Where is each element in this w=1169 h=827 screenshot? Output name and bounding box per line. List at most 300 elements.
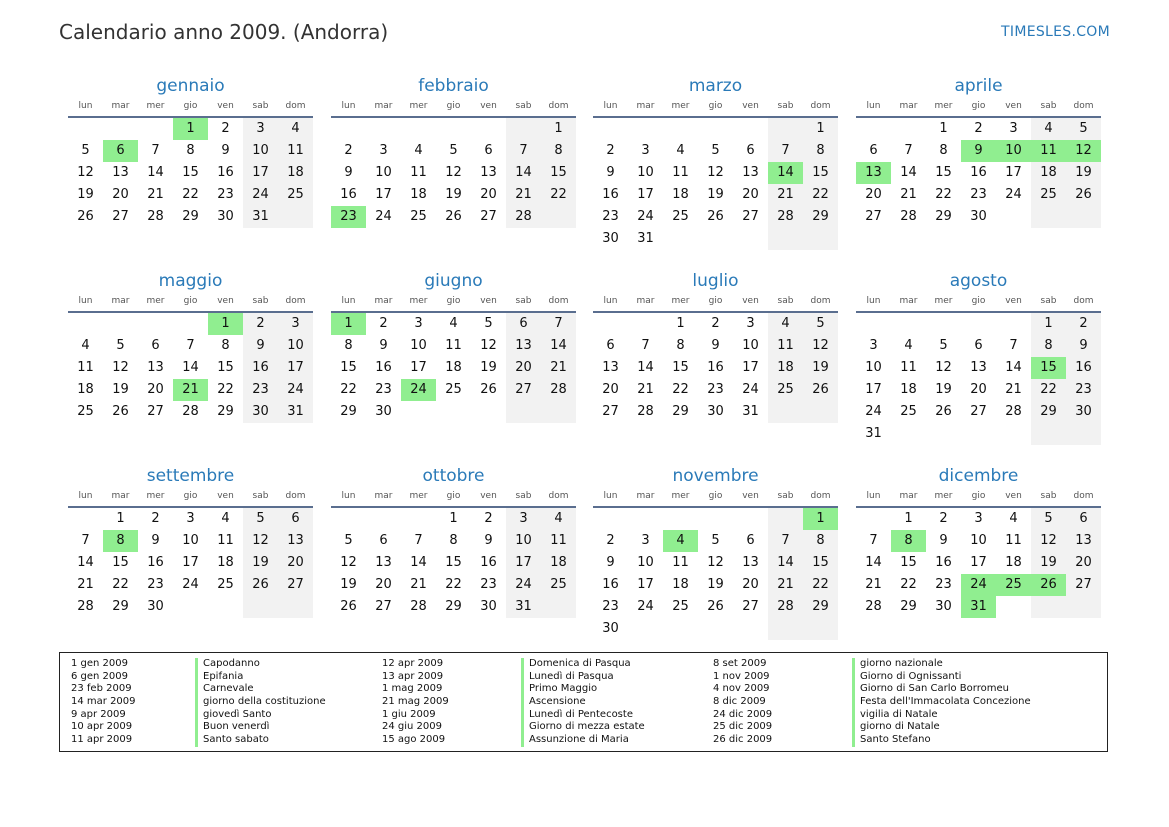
day-cell: 6 bbox=[746, 143, 755, 158]
month-name: luglio bbox=[692, 271, 739, 291]
weekday-label: dom bbox=[548, 101, 569, 111]
month-name: febbraio bbox=[418, 76, 489, 96]
weekday-label: sab bbox=[252, 296, 269, 306]
empty-cell bbox=[698, 118, 733, 140]
empty-cell bbox=[278, 206, 313, 228]
legend-holiday-name: vigilia di Natale bbox=[852, 709, 1031, 722]
empty-cell bbox=[803, 228, 838, 250]
legend-dates-col-1 bbox=[71, 658, 136, 747]
day-cell: 7 bbox=[151, 143, 160, 158]
weekday-label: sab bbox=[515, 296, 532, 306]
day-cell: 2 bbox=[939, 511, 948, 526]
empty-cell bbox=[996, 423, 1031, 445]
day-cell: 4 bbox=[221, 511, 230, 526]
day-cell: 21 bbox=[637, 382, 654, 397]
day-cell: 22 bbox=[182, 187, 199, 202]
day-cell: 17 bbox=[970, 555, 987, 570]
legend-holiday-name: giovedì Santo bbox=[195, 709, 326, 722]
day-cell: 2 bbox=[711, 316, 720, 331]
day-cell: 21 bbox=[506, 184, 541, 206]
legend-date: 1 giu 2009 bbox=[382, 708, 436, 720]
day-cell: 8 bbox=[939, 143, 948, 158]
day-cell: 28 bbox=[768, 596, 803, 618]
day-cell: 30 bbox=[217, 209, 234, 224]
day-cell: 25 bbox=[672, 209, 689, 224]
legend-holiday-name: Assunzione di Maria bbox=[521, 734, 645, 747]
day-cell: 15 bbox=[340, 360, 357, 375]
day-cell: 20 bbox=[742, 187, 759, 202]
day-cell: 16 bbox=[602, 577, 619, 592]
legend-names-col-1 bbox=[195, 658, 326, 747]
day-cell: 12 bbox=[445, 165, 462, 180]
day-cell: 18 bbox=[278, 162, 313, 184]
day-cell: 9 bbox=[151, 533, 160, 548]
legend-holiday-name: Lunedì di Pentecoste bbox=[521, 709, 645, 722]
day-cell: 29 bbox=[182, 209, 199, 224]
weekday-label: ven bbox=[217, 101, 234, 111]
day-cell: 24 bbox=[278, 379, 313, 401]
legend-date: 8 set 2009 bbox=[713, 658, 767, 669]
legend-holiday-name: Giorno di mezza estate bbox=[521, 721, 645, 734]
day-cell: 22 bbox=[541, 184, 576, 206]
legend-names-col-3 bbox=[852, 658, 1031, 747]
weekday-label: lun bbox=[603, 101, 618, 111]
day-cell: 18 bbox=[445, 360, 462, 375]
empty-cell bbox=[891, 118, 926, 140]
day-cell: 1 bbox=[1031, 313, 1066, 335]
day-cell: 9 bbox=[1066, 335, 1101, 357]
day-cell: 26 bbox=[112, 404, 129, 419]
day-cell: 5 bbox=[449, 143, 458, 158]
day-cell: 29 bbox=[900, 599, 917, 614]
weekday-header bbox=[593, 293, 838, 313]
weekday-label: ven bbox=[480, 101, 497, 111]
day-cell: 9 bbox=[221, 143, 230, 158]
day-cell: 22 bbox=[340, 382, 357, 397]
day-cell: 10 bbox=[637, 555, 654, 570]
day-cell: 30 bbox=[147, 599, 164, 614]
empty-cell bbox=[541, 596, 576, 618]
day-cell: 13 bbox=[970, 360, 987, 375]
day-cell: 9 bbox=[344, 165, 353, 180]
day-cell: 30 bbox=[480, 599, 497, 614]
day-cell: 25 bbox=[768, 379, 803, 401]
day-cell: 3 bbox=[974, 511, 983, 526]
day-cell: 18 bbox=[541, 552, 576, 574]
empty-cell bbox=[698, 508, 733, 530]
day-cell: 15 bbox=[445, 555, 462, 570]
day-cell: 21 bbox=[900, 187, 917, 202]
legend-date: 21 mag 2009 bbox=[382, 696, 449, 708]
day-cell: 21 bbox=[865, 577, 882, 592]
weekday-label: sab bbox=[1040, 101, 1057, 111]
weekday-header bbox=[331, 293, 576, 313]
empty-cell bbox=[733, 228, 768, 250]
day-cell: 27 bbox=[602, 404, 619, 419]
day-cell: 8 bbox=[803, 140, 838, 162]
legend-holiday-name: Domenica di Pasqua bbox=[521, 658, 645, 671]
day-cell: 5 bbox=[484, 316, 493, 331]
weekday-label: lun bbox=[341, 101, 356, 111]
weekday-label: sab bbox=[1040, 296, 1057, 306]
day-cell: 14 bbox=[410, 555, 427, 570]
day-cell: 21 bbox=[768, 574, 803, 596]
day-cell: 20 bbox=[480, 187, 497, 202]
day-cell: 15 bbox=[182, 165, 199, 180]
empty-cell bbox=[628, 508, 663, 530]
day-cell: 26 bbox=[445, 209, 462, 224]
legend-holiday-name: Primo Maggio bbox=[521, 683, 645, 696]
day-cell: 18 bbox=[768, 357, 803, 379]
empty-cell bbox=[278, 596, 313, 618]
day-cell: 27 bbox=[1066, 574, 1101, 596]
day-cell: 16 bbox=[707, 360, 724, 375]
weekday-label: dom bbox=[810, 491, 831, 501]
day-cell: 30 bbox=[1066, 401, 1101, 423]
day-cell: 2 bbox=[344, 143, 353, 158]
day-cell: 17 bbox=[637, 577, 654, 592]
weekday-label: mar bbox=[899, 296, 918, 306]
day-cell: 16 bbox=[970, 165, 987, 180]
day-cell: 5 bbox=[1031, 508, 1066, 530]
day-cell: 8 bbox=[676, 338, 685, 353]
weekday-label: ven bbox=[742, 101, 759, 111]
day-grid bbox=[68, 118, 313, 228]
weekday-header bbox=[68, 98, 313, 118]
day-cell: 23 bbox=[480, 577, 497, 592]
weekday-label: mer bbox=[671, 101, 690, 111]
legend-date: 10 apr 2009 bbox=[71, 721, 133, 733]
day-cell: 30 bbox=[970, 209, 987, 224]
empty-cell bbox=[436, 118, 471, 140]
legend-holiday-name: Epifania bbox=[195, 671, 326, 684]
day-cell: 20 bbox=[147, 382, 164, 397]
weekday-label: mar bbox=[111, 491, 130, 501]
day-cell: 18 bbox=[410, 187, 427, 202]
weekday-label: dom bbox=[810, 101, 831, 111]
empty-cell bbox=[996, 206, 1031, 228]
empty-cell bbox=[401, 508, 436, 530]
weekday-label: dom bbox=[1073, 101, 1094, 111]
legend-holiday-name: Giorno di San Carlo Borromeu bbox=[852, 683, 1031, 696]
weekday-label: mar bbox=[111, 101, 130, 111]
day-cell: 3 bbox=[1009, 121, 1018, 136]
empty-cell bbox=[331, 508, 366, 530]
empty-cell bbox=[593, 118, 628, 140]
day-cell: 7 bbox=[1009, 338, 1018, 353]
day-cell: 23 bbox=[217, 187, 234, 202]
holiday-day: 10 bbox=[996, 140, 1031, 162]
weekday-label: dom bbox=[285, 491, 306, 501]
day-cell: 7 bbox=[768, 140, 803, 162]
weekday-label: gio bbox=[708, 491, 723, 501]
empty-cell bbox=[1031, 423, 1066, 445]
weekday-label: mer bbox=[146, 491, 165, 501]
day-cell: 30 bbox=[707, 404, 724, 419]
day-cell: 19 bbox=[445, 187, 462, 202]
day-cell: 30 bbox=[243, 401, 278, 423]
legend-date: 24 giu 2009 bbox=[382, 721, 442, 733]
day-cell: 5 bbox=[803, 313, 838, 335]
day-cell: 30 bbox=[602, 621, 619, 636]
day-cell: 19 bbox=[1066, 162, 1101, 184]
day-cell: 19 bbox=[803, 357, 838, 379]
month-name: marzo bbox=[688, 76, 743, 96]
empty-cell bbox=[208, 596, 243, 618]
day-cell: 1 bbox=[449, 511, 458, 526]
day-cell: 24 bbox=[1005, 187, 1022, 202]
day-cell: 28 bbox=[768, 206, 803, 228]
day-cell: 26 bbox=[243, 574, 278, 596]
weekday-label: dom bbox=[1073, 491, 1094, 501]
day-cell: 9 bbox=[939, 533, 948, 548]
empty-cell bbox=[768, 508, 803, 530]
day-cell: 30 bbox=[935, 599, 952, 614]
day-cell: 22 bbox=[803, 184, 838, 206]
day-cell: 20 bbox=[278, 552, 313, 574]
empty-cell bbox=[768, 228, 803, 250]
day-cell: 27 bbox=[278, 574, 313, 596]
day-cell: 11 bbox=[768, 335, 803, 357]
day-cell: 26 bbox=[803, 379, 838, 401]
day-cell: 22 bbox=[935, 187, 952, 202]
weekday-label: dom bbox=[548, 491, 569, 501]
day-cell: 26 bbox=[1066, 184, 1101, 206]
day-cell: 9 bbox=[379, 338, 388, 353]
day-cell: 13 bbox=[742, 555, 759, 570]
day-cell: 31 bbox=[506, 596, 541, 618]
day-cell: 7 bbox=[186, 338, 195, 353]
empty-cell bbox=[628, 618, 663, 640]
day-cell: 14 bbox=[637, 360, 654, 375]
weekday-label: dom bbox=[285, 296, 306, 306]
month-name: settembre bbox=[146, 466, 235, 486]
weekday-label: lun bbox=[603, 491, 618, 501]
day-cell: 25 bbox=[1031, 184, 1066, 206]
day-cell: 8 bbox=[449, 533, 458, 548]
month-marzo bbox=[593, 75, 838, 250]
day-cell: 12 bbox=[480, 338, 497, 353]
holiday-legend bbox=[59, 652, 1108, 752]
empty-cell bbox=[628, 118, 663, 140]
empty-cell bbox=[698, 618, 733, 640]
legend-date: 6 gen 2009 bbox=[71, 670, 129, 682]
day-cell: 20 bbox=[112, 187, 129, 202]
empty-cell bbox=[698, 228, 733, 250]
day-cell: 14 bbox=[506, 162, 541, 184]
day-cell: 19 bbox=[1031, 552, 1066, 574]
weekday-label: gio bbox=[708, 296, 723, 306]
empty-cell bbox=[803, 618, 838, 640]
day-cell: 1 bbox=[116, 511, 125, 526]
weekday-label: lun bbox=[78, 101, 93, 111]
day-cell: 27 bbox=[375, 599, 392, 614]
day-cell: 27 bbox=[865, 209, 882, 224]
month-name: giugno bbox=[424, 271, 483, 291]
holiday-day: 8 bbox=[891, 530, 926, 552]
weekday-label: ven bbox=[217, 296, 234, 306]
weekday-label: ven bbox=[742, 491, 759, 501]
day-cell: 10 bbox=[375, 165, 392, 180]
day-cell: 10 bbox=[742, 338, 759, 353]
day-cell: 7 bbox=[641, 338, 650, 353]
weekday-label: dom bbox=[285, 101, 306, 111]
day-cell: 19 bbox=[480, 360, 497, 375]
day-cell: 5 bbox=[344, 533, 353, 548]
day-cell: 5 bbox=[711, 533, 720, 548]
empty-cell bbox=[663, 618, 698, 640]
empty-cell bbox=[768, 118, 803, 140]
month-aprile bbox=[856, 75, 1101, 228]
day-grid bbox=[593, 313, 838, 423]
day-cell: 17 bbox=[637, 187, 654, 202]
empty-cell bbox=[733, 118, 768, 140]
day-cell: 6 bbox=[974, 338, 983, 353]
weekday-label: mar bbox=[636, 491, 655, 501]
day-cell: 28 bbox=[637, 404, 654, 419]
day-cell: 11 bbox=[672, 165, 689, 180]
day-cell: 3 bbox=[379, 143, 388, 158]
month-name: dicembre bbox=[938, 466, 1019, 486]
day-cell: 31 bbox=[865, 426, 882, 441]
day-cell: 12 bbox=[1031, 530, 1066, 552]
day-cell: 1 bbox=[541, 118, 576, 140]
day-cell: 3 bbox=[414, 316, 423, 331]
weekday-header bbox=[856, 488, 1101, 508]
day-cell: 15 bbox=[541, 162, 576, 184]
day-cell: 25 bbox=[672, 599, 689, 614]
day-cell: 4 bbox=[278, 118, 313, 140]
day-cell: 28 bbox=[506, 206, 541, 228]
weekday-label: sab bbox=[777, 296, 794, 306]
day-cell: 6 bbox=[506, 313, 541, 335]
month-settembre bbox=[68, 465, 313, 618]
day-cell: 7 bbox=[81, 533, 90, 548]
day-cell: 13 bbox=[602, 360, 619, 375]
day-cell: 25 bbox=[77, 404, 94, 419]
day-cell: 12 bbox=[707, 165, 724, 180]
day-cell: 11 bbox=[278, 140, 313, 162]
day-cell: 5 bbox=[939, 338, 948, 353]
legend-dates-col-2 bbox=[382, 658, 449, 747]
empty-cell bbox=[891, 423, 926, 445]
day-cell: 27 bbox=[970, 404, 987, 419]
day-cell: 21 bbox=[410, 577, 427, 592]
day-cell: 20 bbox=[1066, 552, 1101, 574]
empty-cell bbox=[68, 118, 103, 140]
day-cell: 27 bbox=[480, 209, 497, 224]
empty-cell bbox=[138, 313, 173, 335]
day-cell: 22 bbox=[217, 382, 234, 397]
day-cell: 1 bbox=[904, 511, 913, 526]
day-cell: 14 bbox=[900, 165, 917, 180]
holiday-day: 26 bbox=[1031, 574, 1066, 596]
day-cell: 1 bbox=[803, 118, 838, 140]
day-cell: 5 bbox=[116, 338, 125, 353]
day-cell: 17 bbox=[243, 162, 278, 184]
empty-cell bbox=[996, 313, 1031, 335]
day-cell: 31 bbox=[278, 401, 313, 423]
legend-date: 9 apr 2009 bbox=[71, 708, 126, 720]
day-cell: 4 bbox=[904, 338, 913, 353]
holiday-day: 11 bbox=[1031, 140, 1066, 162]
day-cell: 2 bbox=[1066, 313, 1101, 335]
day-cell: 2 bbox=[243, 313, 278, 335]
day-cell: 21 bbox=[768, 184, 803, 206]
legend-date: 15 ago 2009 bbox=[382, 734, 446, 746]
day-cell: 28 bbox=[541, 379, 576, 401]
day-cell: 22 bbox=[672, 382, 689, 397]
day-cell: 4 bbox=[449, 316, 458, 331]
day-cell: 9 bbox=[484, 533, 493, 548]
day-cell: 17 bbox=[410, 360, 427, 375]
day-cell: 30 bbox=[375, 404, 392, 419]
day-cell: 8 bbox=[344, 338, 353, 353]
day-cell: 13 bbox=[506, 335, 541, 357]
empty-cell bbox=[961, 313, 996, 335]
day-cell: 29 bbox=[803, 596, 838, 618]
empty-cell bbox=[593, 313, 628, 335]
empty-cell bbox=[663, 228, 698, 250]
day-cell: 18 bbox=[77, 382, 94, 397]
empty-cell bbox=[663, 508, 698, 530]
day-cell: 19 bbox=[77, 187, 94, 202]
empty-cell bbox=[961, 423, 996, 445]
weekday-label: lun bbox=[78, 296, 93, 306]
day-cell: 4 bbox=[81, 338, 90, 353]
day-cell: 2 bbox=[484, 511, 493, 526]
day-cell: 15 bbox=[217, 360, 234, 375]
day-cell: 17 bbox=[506, 552, 541, 574]
day-cell: 10 bbox=[278, 335, 313, 357]
weekday-header bbox=[68, 488, 313, 508]
weekday-label: mer bbox=[146, 296, 165, 306]
day-cell: 3 bbox=[869, 338, 878, 353]
day-cell: 18 bbox=[900, 382, 917, 397]
day-cell: 31 bbox=[243, 206, 278, 228]
weekday-label: gio bbox=[446, 491, 461, 501]
month-name: ottobre bbox=[422, 466, 485, 486]
month-name: gennaio bbox=[156, 76, 225, 96]
weekday-label: mar bbox=[899, 491, 918, 501]
day-cell: 10 bbox=[865, 360, 882, 375]
legend-holiday-name: giorno della costituzione bbox=[195, 696, 326, 709]
day-cell: 23 bbox=[602, 599, 619, 614]
day-cell: 28 bbox=[410, 599, 427, 614]
brand-link[interactable]: TIMESLES.COM bbox=[1001, 24, 1110, 40]
day-cell: 24 bbox=[243, 184, 278, 206]
day-cell: 29 bbox=[217, 404, 234, 419]
day-cell: 2 bbox=[606, 533, 615, 548]
day-cell: 23 bbox=[1066, 379, 1101, 401]
day-cell: 17 bbox=[182, 555, 199, 570]
day-cell: 12 bbox=[77, 165, 94, 180]
holiday-day: 23 bbox=[331, 206, 366, 228]
page-title: Calendario anno 2009. (Andorra) bbox=[59, 20, 389, 44]
day-cell: 23 bbox=[602, 209, 619, 224]
weekday-header bbox=[856, 98, 1101, 118]
day-cell: 13 bbox=[112, 165, 129, 180]
holiday-day: 4 bbox=[663, 530, 698, 552]
day-cell: 15 bbox=[900, 555, 917, 570]
empty-cell bbox=[663, 118, 698, 140]
weekday-header bbox=[856, 293, 1101, 313]
day-cell: 31 bbox=[742, 404, 759, 419]
weekday-label: lun bbox=[866, 491, 881, 501]
day-cell: 16 bbox=[935, 555, 952, 570]
day-cell: 23 bbox=[243, 379, 278, 401]
weekday-header bbox=[331, 98, 576, 118]
